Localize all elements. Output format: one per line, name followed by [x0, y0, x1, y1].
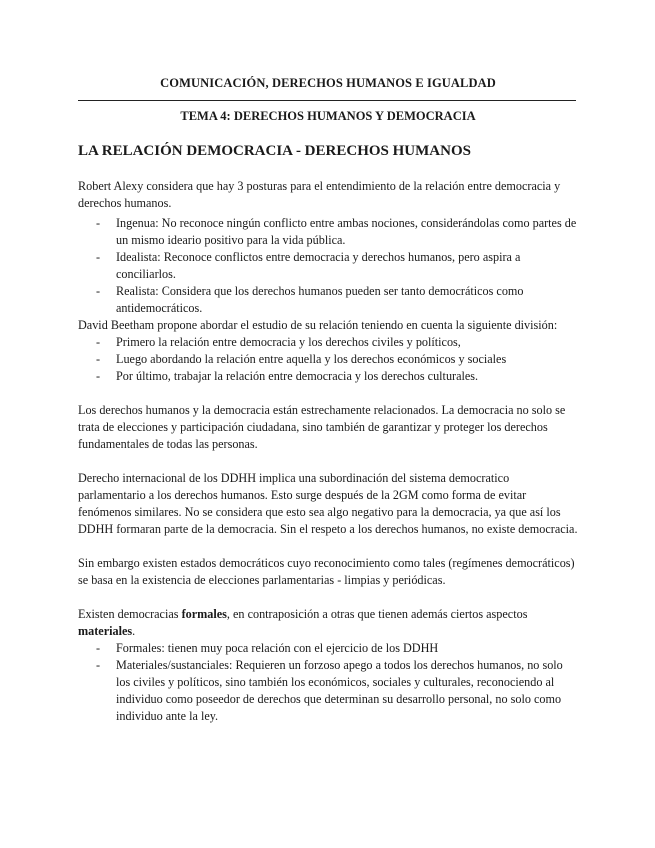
- header-divider: [78, 100, 576, 101]
- topic-title: TEMA 4: DERECHOS HUMANOS Y DEMOCRACIA: [180, 109, 476, 123]
- list-item: - Por último, trabajar la relación entre democracia y los derechos culturales.: [96, 369, 479, 383]
- document-body: [78, 178, 578, 725]
- international-law-paragraph: Derecho internacional de los DDHH implica una subordinación del sistema democratico parlamentario a los derechos humanos. Esto surge después de la 2GM como forma de evitar fenómenos similares. No se considera que esto sea algo negativo para la democracia, ya que así los DDHH formaran parte de la democracia. Sin el respeto a los derechos humanos, no existe democracia.: [78, 471, 578, 536]
- beetham-intro-paragraph: David Beetham propone abordar el estudio de su relación teniendo en cuenta la siguiente división:: [78, 318, 558, 332]
- beetham-division-list: [78, 334, 578, 385]
- alexy-postures-list: [78, 215, 578, 317]
- materiales-term: materiales: [78, 624, 133, 638]
- elections-paragraph: Sin embargo existen estados democráticos cuyo reconocimiento como tales (regímenes democráticos) se basa en la existencia de elecciones parlamentarias - limpias y periódicas.: [78, 556, 575, 587]
- alexy-intro-paragraph: Robert Alexy considera que hay 3 posturas para el entendimiento de la relación entre democracia y derechos humanos.: [78, 179, 561, 210]
- section-heading: LA RELACIÓN DEMOCRACIA - DERECHOS HUMANOS: [78, 143, 471, 159]
- list-item: - Formales: tienen muy poca relación con el ejercicio de los DDHH: [96, 641, 439, 655]
- course-title: COMUNICACIÓN, DERECHOS HUMANOS E IGUALDAD: [160, 76, 496, 90]
- democracy-types-list: [78, 640, 578, 725]
- list-item: - Luego abordando la relación entre aquella y los derechos económicos y sociales: [96, 352, 507, 366]
- list-item: - Primero la relación entre democracia y los derechos civiles y políticos,: [96, 335, 461, 349]
- list-item: - Ingenua: No reconoce ningún conflicto entre ambas nociones, considerándolas como partes de un mismo ideario positivo para la vida pública.: [96, 216, 577, 247]
- list-item: - Realista: Considera que los derechos humanos pueden ser tanto democráticos como antidemocráticos.: [96, 284, 524, 315]
- list-item: - Materiales/sustanciales: Requieren un forzoso apego a todos los derechos humanos, no solo los civiles y políticos, sino también los económicos, sociales y culturales, reconociendo al individuo como poseedor de derechos que determinan su desarrollo personal, no solo como individuo ante la ley.: [96, 658, 563, 723]
- list-item: - Idealista: Reconoce conflictos entre democracia y derechos humanos, pero aspira a conciliarlos.: [96, 250, 521, 281]
- democracy-types-paragraph: Existen democracias formales, en contraposición a otras que tienen además ciertos aspectos materiales.: [78, 607, 528, 638]
- formales-term: formales: [181, 607, 227, 621]
- relationship-paragraph: Los derechos humanos y la democracia están estrechamente relacionados. La democracia no solo se trata de elecciones y participación ciudadana, sino también de garantizar y proteger los derechos fundamentales de todas las personas.: [78, 403, 566, 451]
